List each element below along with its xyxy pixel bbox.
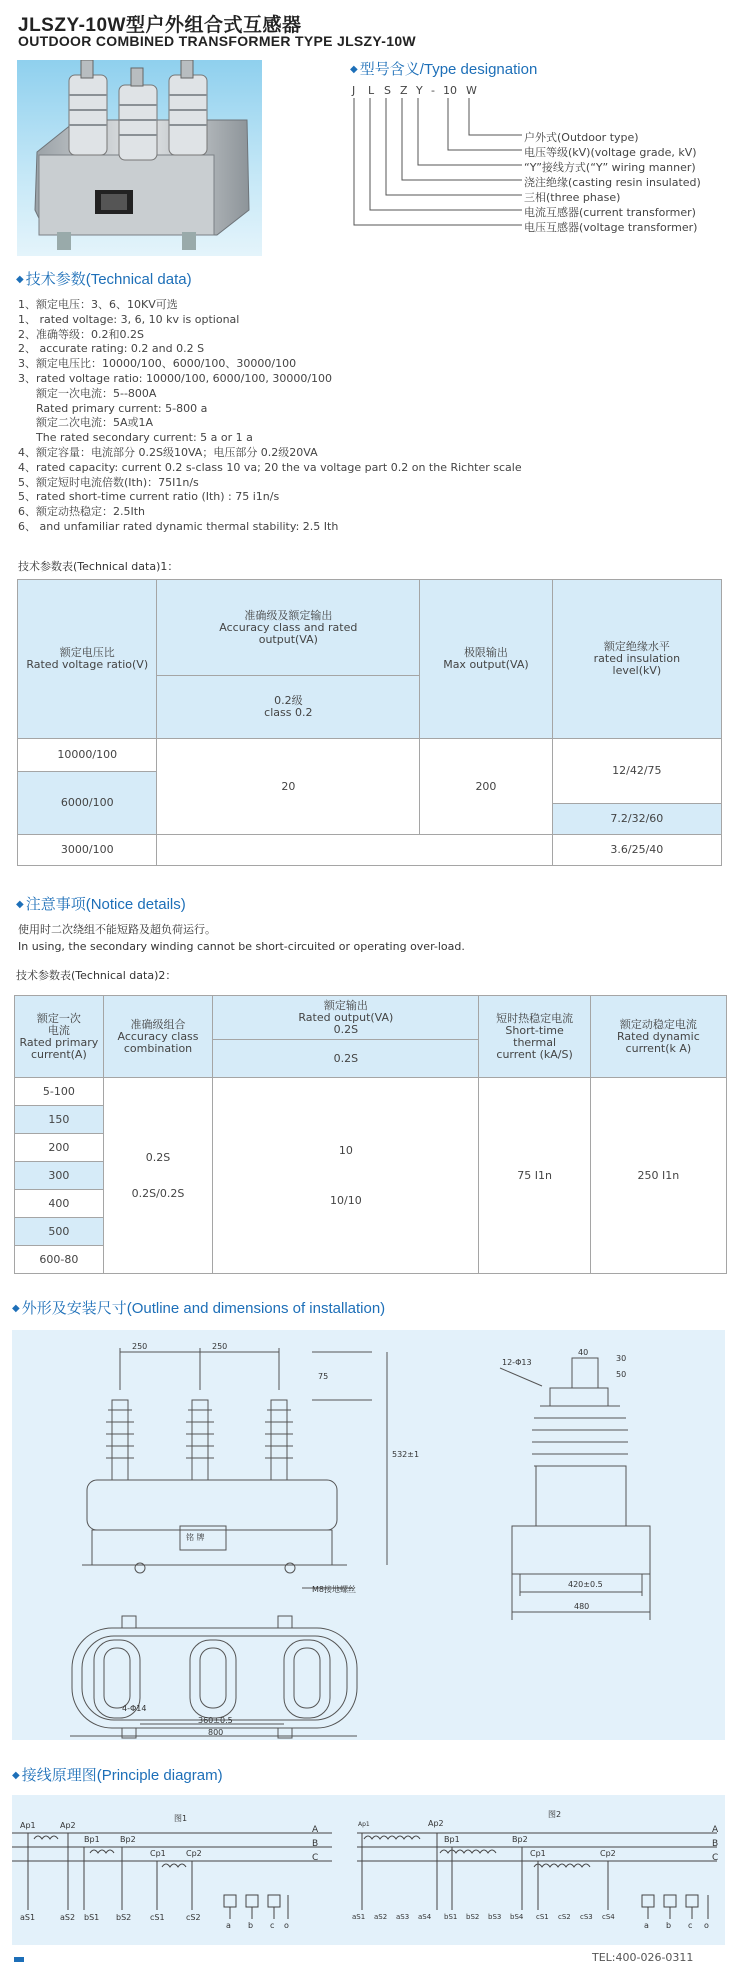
- secondary-label: bS1: [84, 1913, 100, 1922]
- t2-output-value: 10/10: [330, 1193, 362, 1207]
- designation-meaning: “Y”接线方式(“Y” wiring manner): [524, 161, 696, 174]
- notice-heading: ◆ 注意事项(Notice details): [16, 896, 186, 913]
- technical-data-heading: ◆ 技术参数(Technical data): [16, 271, 192, 288]
- t2-current-cell: 400: [15, 1190, 104, 1218]
- designation-leader-lines: [350, 98, 530, 234]
- secondary-label: aS4: [418, 1913, 432, 1921]
- dim-label: 40: [578, 1348, 589, 1357]
- nameplate-label: 铭 牌: [186, 1533, 205, 1542]
- terminal-label: a: [644, 1921, 649, 1930]
- secondary-label: aS2: [374, 1913, 388, 1921]
- terminal-label: o: [284, 1921, 289, 1930]
- principle-heading: ◆ 接线原理图(Principle diagram): [12, 1767, 223, 1784]
- dim-label: 4-Φ14: [122, 1704, 147, 1713]
- dim-label: 30: [616, 1354, 627, 1363]
- phase-label: C: [712, 1853, 719, 1863]
- transformer-illustration: [17, 60, 262, 256]
- t2-short-time-cell: 75 I1n: [479, 1078, 590, 1274]
- outline-heading: ◆ 外形及安装尺寸(Outline and dimensions of installation): [12, 1300, 386, 1317]
- t2-output-cell: [213, 1078, 479, 1274]
- tech-line: 1、额定电压：3、6、10KV可选: [18, 298, 178, 311]
- secondary-label: aS1: [20, 1913, 36, 1922]
- tech-line: 5、rated short-time current ratio (Ith) : 75 i1n/s: [18, 490, 280, 504]
- t1-ratio-cell: 6000/100: [18, 772, 157, 835]
- phase-label: C: [312, 1853, 319, 1863]
- secondary-label: aS3: [396, 1913, 410, 1921]
- t2-current-cell: 150: [15, 1106, 104, 1134]
- primary-label: Bp2: [512, 1835, 528, 1844]
- terminal-label: a: [226, 1921, 231, 1930]
- t1-insulation-cell: 3.6/25/40: [552, 835, 721, 866]
- t2-header-output-sub: 0.2S: [213, 1040, 479, 1078]
- t2-header-current: 额定一次 电流 Rated primary current(A): [15, 996, 104, 1078]
- terminal-label: b: [248, 1921, 254, 1930]
- secondary-label: cS1: [150, 1913, 165, 1922]
- t1-empty-cell: [157, 835, 552, 866]
- tech-line: 额定一次电流：5--800A: [36, 386, 157, 400]
- secondary-label: bS4: [510, 1913, 524, 1921]
- tech-line: 3、额定电压比：10000/100、6000/100、30000/100: [18, 357, 297, 371]
- designation-meaning: 浇注绝缘(casting resin insulated): [524, 176, 701, 189]
- dim-label: 360±0.5: [198, 1716, 233, 1725]
- t1-ratio-cell: 10000/100: [18, 739, 157, 772]
- primary-label: Ap2: [428, 1819, 444, 1828]
- primary-label: Bp1: [84, 1835, 100, 1844]
- principle-diagram-panel: [12, 1795, 725, 1945]
- secondary-label: cS4: [602, 1913, 615, 1921]
- product-photo: [17, 60, 262, 256]
- t1-header-class: 0.2级 class 0.2: [157, 676, 420, 739]
- t2-current-cell: 5-100: [15, 1078, 104, 1106]
- tech-line: 4、rated capacity: current 0.2 s-class 10 va; 20 the va voltage part 0.2 on the Richter scale: [18, 460, 522, 474]
- t1-header-ratio: 额定电压比 Rated voltage ratio(V): [18, 580, 157, 739]
- secondary-label: cS2: [558, 1913, 571, 1921]
- secondary-label: cS1: [536, 1913, 549, 1921]
- dim-label: 800: [208, 1728, 224, 1737]
- primary-label: Cp2: [600, 1849, 616, 1858]
- designation-meaning: 电压互感器(voltage transformer): [524, 221, 698, 234]
- dim-label: 250: [132, 1342, 148, 1351]
- primary-label: Bp2: [120, 1835, 136, 1844]
- t2-combo-cell: [103, 1078, 213, 1274]
- primary-label: Cp1: [530, 1849, 546, 1858]
- t2-header-output: 额定输出 Rated output(VA) 0.2S: [213, 996, 479, 1040]
- tech-line: 额定二次电流：5A或1A: [36, 416, 154, 430]
- t1-output-cell: 20: [157, 739, 420, 835]
- primary-label: Cp1: [150, 1849, 166, 1858]
- terminal-label: c: [688, 1921, 693, 1930]
- tech-line: 6、 and unfamiliar rated dynamic thermal stability: 2.5 Ith: [18, 519, 339, 533]
- footer-tel: TEL:400-026-0311: [592, 1951, 694, 1964]
- t2-current-cell: 600-80: [15, 1246, 104, 1274]
- t2-current-cell: 500: [15, 1218, 104, 1246]
- tech-line: 5、额定短时电流倍数(Ith)：75I1n/s: [18, 475, 199, 489]
- tech-line: The rated secondary current: 5 a or 1 a: [36, 431, 253, 445]
- secondary-label: aS1: [352, 1913, 366, 1921]
- primary-label: Bp1: [444, 1835, 460, 1844]
- secondary-label: bS1: [444, 1913, 458, 1921]
- footer-marker: [14, 1957, 24, 1962]
- wiring-diagram: [12, 1795, 725, 1945]
- table2: [14, 995, 727, 1274]
- designation-meaning: 电压等级(kV)(voltage grade, kV): [524, 146, 697, 159]
- secondary-label: cS2: [186, 1913, 201, 1922]
- t2-combo-value: 0.2S/0.2S: [131, 1186, 185, 1200]
- table1-caption: 技术参数表(Technical data)1：: [18, 560, 179, 573]
- primary-label: Cp2: [186, 1849, 202, 1858]
- secondary-label: bS2: [116, 1913, 132, 1922]
- t2-current-cell: 200: [15, 1134, 104, 1162]
- phase-label: B: [312, 1839, 319, 1849]
- code-letter: L: [368, 84, 375, 97]
- designation-meaning: 电流互感器(current transformer): [524, 206, 696, 219]
- dim-label: 12-Φ13: [502, 1358, 532, 1367]
- code-letter: -: [431, 84, 435, 97]
- t1-header-max-output: 极限输出 Max output(VA): [420, 580, 553, 739]
- tech-line: 3、rated voltage ratio: 10000/100, 6000/100, 30000/100: [18, 371, 333, 385]
- t2-dynamic-cell: 250 I1n: [590, 1078, 726, 1274]
- dim-label: 532±1: [392, 1450, 420, 1459]
- dim-label: 75: [318, 1372, 329, 1381]
- tech-line: 4、额定容量：电流部分 0.2S级10VA；电压部分 0.2级20VA: [18, 445, 318, 459]
- tech-line: 1、 rated voltage: 3, 6, 10 kv is optional: [18, 312, 240, 326]
- table2-caption: 技术参数表(Technical data)2：: [16, 969, 177, 982]
- primary-label: Ap1: [20, 1821, 36, 1830]
- type-designation-heading: ◆ 型号含义/Type designation: [350, 61, 538, 78]
- dim-label: 50: [616, 1370, 627, 1379]
- tech-line: 6、额定动热稳定：2.5Ith: [18, 505, 146, 519]
- notice-text-cn: 使用时二次绕组不能短路及超负荷运行。: [18, 923, 216, 936]
- primary-label: Ap2: [60, 1821, 76, 1830]
- code-letter: Z: [400, 84, 408, 97]
- phase-label: A: [312, 1825, 319, 1835]
- code-letter: S: [384, 84, 391, 97]
- t2-combo-value: 0.2S: [145, 1150, 171, 1164]
- primary-label: Ap1: [358, 1821, 370, 1828]
- t2-current-cell: 300: [15, 1162, 104, 1190]
- phase-label: B: [712, 1839, 719, 1849]
- table1: [17, 579, 722, 866]
- tech-line: 2、 accurate rating: 0.2 and 0.2 S: [18, 342, 205, 356]
- technical-data-list: [18, 298, 522, 535]
- t1-header-insulation: 额定绝缘水平 rated insulation level(kV): [552, 580, 721, 739]
- secondary-label: bS3: [488, 1913, 502, 1921]
- t1-insulation-cell: 7.2/32/60: [552, 804, 721, 835]
- terminal-label: c: [270, 1921, 275, 1930]
- t1-ratio-cell: 3000/100: [18, 835, 157, 866]
- tech-line: 2、准确等级：0.2和0.2S: [18, 327, 144, 341]
- t1-max-output-cell: 200: [420, 739, 553, 835]
- outline-drawing-panel: [12, 1330, 725, 1740]
- terminal-label: o: [704, 1921, 709, 1930]
- t2-output-value: 10: [338, 1143, 353, 1157]
- dim-label: 420±0.5: [568, 1580, 603, 1589]
- outline-drawing: [12, 1330, 725, 1740]
- fig2-title: 图2: [548, 1810, 562, 1819]
- dim-label: M8接地螺丝: [312, 1585, 356, 1594]
- t1-insulation-cell: 12/42/75: [552, 739, 721, 804]
- fig1-title: 图1: [174, 1814, 188, 1823]
- secondary-label: bS2: [466, 1913, 480, 1921]
- terminal-label: b: [666, 1921, 672, 1930]
- phase-label: A: [712, 1825, 719, 1835]
- code-letter: Y: [416, 84, 423, 97]
- page-title: JLSZY-10W型户外组合式互感器: [18, 15, 302, 36]
- secondary-label: aS2: [60, 1913, 76, 1922]
- designation-meaning: 户外式(Outdoor type): [524, 131, 639, 144]
- dim-label: 480: [574, 1602, 590, 1611]
- notice-text-en: In using, the secondary winding cannot be short-circuited or operating over-load.: [18, 940, 465, 953]
- page-subtitle: OUTDOOR COMBINED TRANSFORMER TYPE JLSZY-10W: [18, 33, 416, 49]
- tech-line: Rated primary current: 5-800 a: [36, 401, 208, 415]
- t2-header-dynamic: 额定动稳定电流 Rated dynamic current(k A): [590, 996, 726, 1078]
- t2-header-short-time: 短时热稳定电流 Short-time thermal current (kA/S): [479, 996, 590, 1078]
- secondary-label: cS3: [580, 1913, 593, 1921]
- t1-header-accuracy: 准确级及额定输出 Accuracy class and rated output(VA): [157, 580, 420, 676]
- code-letter: J: [352, 84, 356, 97]
- code-letter: 10: [443, 84, 457, 97]
- dim-label: 250: [212, 1342, 228, 1351]
- code-letter: W: [466, 84, 477, 97]
- designation-meaning: 三相(three phase): [524, 191, 621, 204]
- t2-header-combo: 准确级组合 Accuracy class combination: [103, 996, 213, 1078]
